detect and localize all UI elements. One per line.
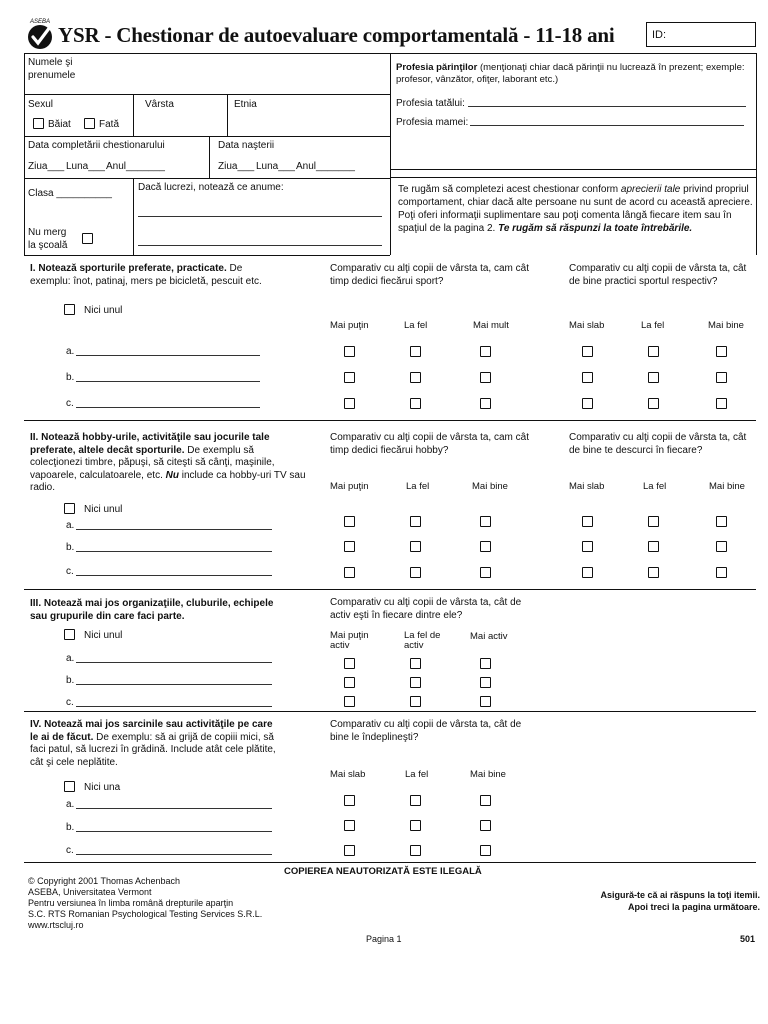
s2-c-skill-same[interactable]: [648, 567, 659, 578]
s3-col-same: La fel de activ: [404, 630, 441, 652]
reminder-line-2: Apoi treci la pagina următoare.: [627, 902, 760, 912]
section-divider-3: [24, 711, 756, 712]
s1-a-skill-better[interactable]: [716, 346, 727, 357]
s2-b-time-same[interactable]: [410, 541, 421, 552]
s4-b-worse[interactable]: [344, 820, 355, 831]
s3-item-c-line[interactable]: [76, 706, 272, 707]
s2-col-less: Mai puţin: [330, 481, 369, 492]
completion-month[interactable]: Luna___: [66, 161, 105, 172]
boy-label: Băiat: [48, 119, 71, 130]
s1-a-time-more[interactable]: [480, 346, 491, 357]
s1-c-skill-worse[interactable]: [582, 398, 593, 409]
s1-b-skill-worse[interactable]: [582, 372, 593, 383]
s2-none-checkbox[interactable]: [64, 503, 75, 514]
instructions-italic: aprecierii tale: [620, 184, 681, 195]
s1-title-bold: I. Notează sporturile preferate, practicate.: [30, 263, 227, 274]
s3-a-same[interactable]: [410, 658, 421, 669]
s1-col-same: La fel: [404, 320, 428, 331]
s1-a-skill-worse[interactable]: [582, 346, 593, 357]
section-3-title: [30, 598, 290, 623]
instructions: [398, 183, 754, 235]
s1-c-skill-same[interactable]: [648, 398, 659, 409]
s1-none-checkbox[interactable]: [64, 304, 75, 315]
class-label[interactable]: Clasa __________: [28, 188, 112, 199]
s2-b-skill-same[interactable]: [648, 541, 659, 552]
s3-b-less[interactable]: [344, 677, 355, 688]
s2-c-skill-worse[interactable]: [582, 567, 593, 578]
s2-a-skill-same[interactable]: [648, 516, 659, 527]
s2-col-better-2: Mai bine: [709, 481, 745, 492]
s1-question-time: Comparativ cu alţi copii de vârsta ta, cam cât timp dedici fiecărui sport?: [330, 263, 529, 287]
s4-a-worse[interactable]: [344, 795, 355, 806]
s1-a-time-same[interactable]: [410, 346, 421, 357]
s4-item-a-label: a.: [66, 799, 75, 810]
ethnicity-label: Etnia: [234, 99, 257, 110]
s4-item-b-line[interactable]: [76, 831, 272, 832]
form-left-border: [24, 53, 25, 255]
s1-col-better: Mai bine: [708, 320, 744, 331]
s2-item-c-line[interactable]: [76, 575, 272, 576]
instructions-2: privind propriul comportament, chiar dacă alte persoane nu sunt de acord cu această apreciere. Poţi oferi informaţii suplimentare sau poţi comenta lângă fiecare item sau în spaţiul de la pagina 2.: [398, 184, 753, 234]
company-name: S.C. RTS Romanian Psychological Testing Services S.R.L.: [28, 909, 263, 919]
copy-warning: COPIEREA NEAUTORIZATĂ ESTE ILEGALĂ: [284, 866, 482, 877]
s3-item-a-line[interactable]: [76, 662, 272, 663]
s1-c-skill-better[interactable]: [716, 398, 727, 409]
s3-col-more: Mai activ: [470, 631, 508, 642]
s4-question-quality: Comparativ cu alţi copii de vârsta ta, cât de bine le îndeplineşti?: [330, 719, 522, 743]
page-title: YSR - Chestionar de autoevaluare comportamentală - 11-18 ani: [58, 23, 615, 47]
s1-col-less: Mai puţin: [330, 320, 369, 331]
s4-none-checkbox[interactable]: [64, 781, 75, 792]
work-line-2[interactable]: [138, 245, 382, 246]
logo-text: ASEBA: [30, 19, 51, 25]
aseba-university: ASEBA, Universitatea Vermont: [28, 887, 152, 897]
no-school-label: Nu merg la şcoală: [28, 227, 68, 251]
s1-item-a-line[interactable]: [76, 355, 260, 356]
s4-c-worse[interactable]: [344, 845, 355, 856]
s4-col-worse: Mai slab: [330, 769, 366, 780]
completion-date-label: Data completării chestionarului: [28, 140, 165, 151]
birth-year[interactable]: Anul_______: [296, 161, 355, 172]
s2-col-worse: Mai slab: [569, 481, 605, 492]
s2-b-time-more[interactable]: [480, 541, 491, 552]
aseba-checkmark-logo: [24, 17, 58, 51]
s1-item-b-label: b.: [66, 372, 75, 383]
s3-c-same[interactable]: [410, 696, 421, 707]
s3-item-a-label: a.: [66, 653, 75, 664]
instructions-1: Te rugăm să completezi acest chestionar conform: [398, 184, 621, 195]
boy-checkbox[interactable]: [33, 118, 44, 129]
s3-c-less[interactable]: [344, 696, 355, 707]
s1-item-b-line[interactable]: [76, 381, 260, 382]
mother-line[interactable]: [470, 125, 744, 126]
s1-none-label: Nici unul: [84, 305, 123, 316]
s4-a-better[interactable]: [480, 795, 491, 806]
sex-label: Sexul: [28, 99, 54, 110]
s4-item-a-line[interactable]: [76, 808, 272, 809]
parents-note: (menţionaţi chiar dacă părinţii nu lucrează în prezent; exemple: profesor, vânzător, ofiţer, laborant etc.): [396, 62, 745, 85]
s1-col-worse: Mai slab: [569, 320, 605, 331]
s2-a-time-less[interactable]: [344, 516, 355, 527]
s4-a-same[interactable]: [410, 795, 421, 806]
birth-month[interactable]: Luna___: [256, 161, 295, 172]
s2-item-b-line[interactable]: [76, 551, 272, 552]
s3-b-same[interactable]: [410, 677, 421, 688]
completion-year[interactable]: Anul_______: [106, 161, 165, 172]
s4-c-better[interactable]: [480, 845, 491, 856]
parents-title: Profesia părinţilor: [396, 62, 478, 73]
s2-item-c-label: c.: [66, 566, 74, 577]
reminder-line-1: Asigură-te că ai răspuns la toţi itemii.: [600, 890, 760, 900]
s2-col-same-2: La fel: [643, 481, 667, 492]
s1-item-c-line[interactable]: [76, 407, 260, 408]
s2-b-skill-worse[interactable]: [582, 541, 593, 552]
s2-c-skill-better[interactable]: [716, 567, 727, 578]
s1-c-time-less[interactable]: [344, 398, 355, 409]
s2-title-bold: II. Notează hobby-urile, activităţile sau jocurile tale preferate, altele decât sporturile.: [30, 432, 270, 456]
name-field[interactable]: [110, 58, 386, 90]
s4-item-c-label: c.: [66, 845, 74, 856]
s3-a-more[interactable]: [480, 658, 491, 669]
s1-item-a-label: a.: [66, 346, 75, 357]
s3-none-label: Nici unul: [84, 630, 123, 641]
s4-item-b-label: b.: [66, 822, 75, 833]
form-middle-divider: [390, 53, 391, 255]
no-school-checkbox[interactable]: [82, 233, 93, 244]
id-label: ID:: [652, 29, 667, 41]
s2-item-b-label: b.: [66, 542, 75, 553]
footer-divider: [24, 862, 756, 863]
page-number: Pagina 1: [366, 934, 402, 944]
s3-title-bold: III. Notează mai jos organizaţiile, cluburile, echipele sau grupurile din care faci parte.: [30, 598, 274, 622]
s3-none-checkbox[interactable]: [64, 629, 75, 640]
s3-item-c-label: c.: [66, 697, 74, 708]
s2-b-skill-better[interactable]: [716, 541, 727, 552]
s1-b-skill-same[interactable]: [648, 372, 659, 383]
s3-c-more[interactable]: [480, 696, 491, 707]
s2-c-time-more[interactable]: [480, 567, 491, 578]
section-divider-1: [24, 420, 756, 421]
website: www.rtscluj.ro: [28, 920, 84, 930]
s4-title-rest: De exemplu: să ai grijă de copiii mici, să faci patul, să lucrezi în grădină. Include atât cele plătite, cât şi cele neplătite.: [30, 731, 276, 768]
s2-a-time-more[interactable]: [480, 516, 491, 527]
rights-holder: Pentru versiunea în limba română drepturile aparţin: [28, 898, 234, 908]
s4-title-bold: IV. Notează mai jos sarcinile sau activităţile pe care le ai de făcut.: [30, 719, 273, 743]
s3-b-more[interactable]: [480, 677, 491, 688]
s1-c-time-same[interactable]: [410, 398, 421, 409]
s2-item-a-line[interactable]: [76, 529, 272, 530]
s2-none-label: Nici unul: [84, 504, 123, 515]
form-right-border: [756, 53, 757, 255]
birth-date-label: Data naşterii: [218, 140, 275, 151]
s1-c-time-more[interactable]: [480, 398, 491, 409]
s2-col-better: Mai bine: [472, 481, 508, 492]
s4-item-c-line[interactable]: [76, 854, 272, 855]
section-1-title: [30, 263, 280, 288]
s2-a-time-same[interactable]: [410, 516, 421, 527]
age-label: Vârsta: [145, 99, 174, 110]
s2-col-same: La fel: [406, 481, 430, 492]
name-label: Numele şi prenumele: [28, 57, 76, 81]
section-4-title: [30, 719, 280, 769]
form-bottom-border-left: [24, 255, 390, 256]
s1-col-same-2: La fel: [641, 320, 665, 331]
id-field[interactable]: [646, 22, 756, 47]
s3-col-less: Mai puţin activ: [330, 630, 369, 652]
s1-question-skill: Comparativ cu alţi copii de vârsta ta, cât de bine practici sportul respectiv?: [569, 263, 747, 287]
s1-a-time-less[interactable]: [344, 346, 355, 357]
s2-title-rest: De exemplu să colecţionezi timbre, păpuşi, să citeşti să cânţi, maşinile, vapoarele, calculatoarele, etc.: [30, 444, 275, 481]
parents-occupation-block: [396, 62, 752, 86]
s2-question-time: Comparativ cu alţi copii de vârsta ta, cam cât timp dedici fiecărui hobby?: [330, 432, 529, 456]
work-line-1[interactable]: [138, 216, 382, 217]
s1-title-rest: De exemplu: înot, patinaj, mers pe bicicletă, pescuit etc.: [30, 263, 262, 287]
s1-b-time-less[interactable]: [344, 372, 355, 383]
s2-title-nu: Nu: [165, 469, 179, 481]
s4-b-same[interactable]: [410, 820, 421, 831]
birth-day[interactable]: Ziua___: [218, 161, 255, 172]
work-label: Dacă lucrezi, notează ce anume:: [138, 182, 284, 193]
instructions-bold: Te rugăm să răspunzi la toate întrebările.: [498, 223, 693, 234]
s2-a-skill-worse[interactable]: [582, 516, 593, 527]
section-divider-2: [24, 589, 756, 590]
copyright: © Copyright 2001 Thomas Achenbach: [28, 876, 181, 886]
s2-b-time-less[interactable]: [344, 541, 355, 552]
section-2-title: [30, 432, 306, 495]
completion-day[interactable]: Ziua___: [28, 161, 65, 172]
girl-checkbox[interactable]: [84, 118, 95, 129]
father-label: Profesia tatălui:: [396, 98, 465, 109]
s2-item-a-label: a.: [66, 520, 75, 531]
s1-b-skill-better[interactable]: [716, 372, 727, 383]
s2-c-time-less[interactable]: [344, 567, 355, 578]
s2-title-end: include ca hobby-uri TV sau radio.: [30, 469, 306, 493]
form-code: 501: [740, 934, 756, 944]
girl-label: Fată: [99, 119, 120, 130]
s2-a-skill-better[interactable]: [716, 516, 727, 527]
s3-item-b-label: b.: [66, 675, 75, 686]
s1-a-skill-same[interactable]: [648, 346, 659, 357]
s4-col-better: Mai bine: [470, 769, 506, 780]
s1-item-c-label: c.: [66, 398, 74, 409]
mother-label: Profesia mamei:: [396, 117, 469, 128]
s3-item-b-line[interactable]: [76, 684, 272, 685]
s3-question-activity: Comparativ cu alţi copii de vârsta ta, cât de activ eşti în fiecare dintre ele?: [330, 597, 522, 621]
s1-col-more: Mai mult: [473, 320, 509, 331]
s2-c-time-same[interactable]: [410, 567, 421, 578]
s4-col-same: La fel: [405, 769, 429, 780]
s4-none-label: Nici una: [84, 782, 121, 793]
s3-a-less[interactable]: [344, 658, 355, 669]
father-line[interactable]: [468, 106, 746, 107]
s2-question-skill: Comparativ cu alţi copii de vârsta ta, cât de bine te descurci în fiecare?: [569, 432, 747, 456]
s1-b-time-more[interactable]: [480, 372, 491, 383]
s1-b-time-same[interactable]: [410, 372, 421, 383]
s4-c-same[interactable]: [410, 845, 421, 856]
s4-b-better[interactable]: [480, 820, 491, 831]
